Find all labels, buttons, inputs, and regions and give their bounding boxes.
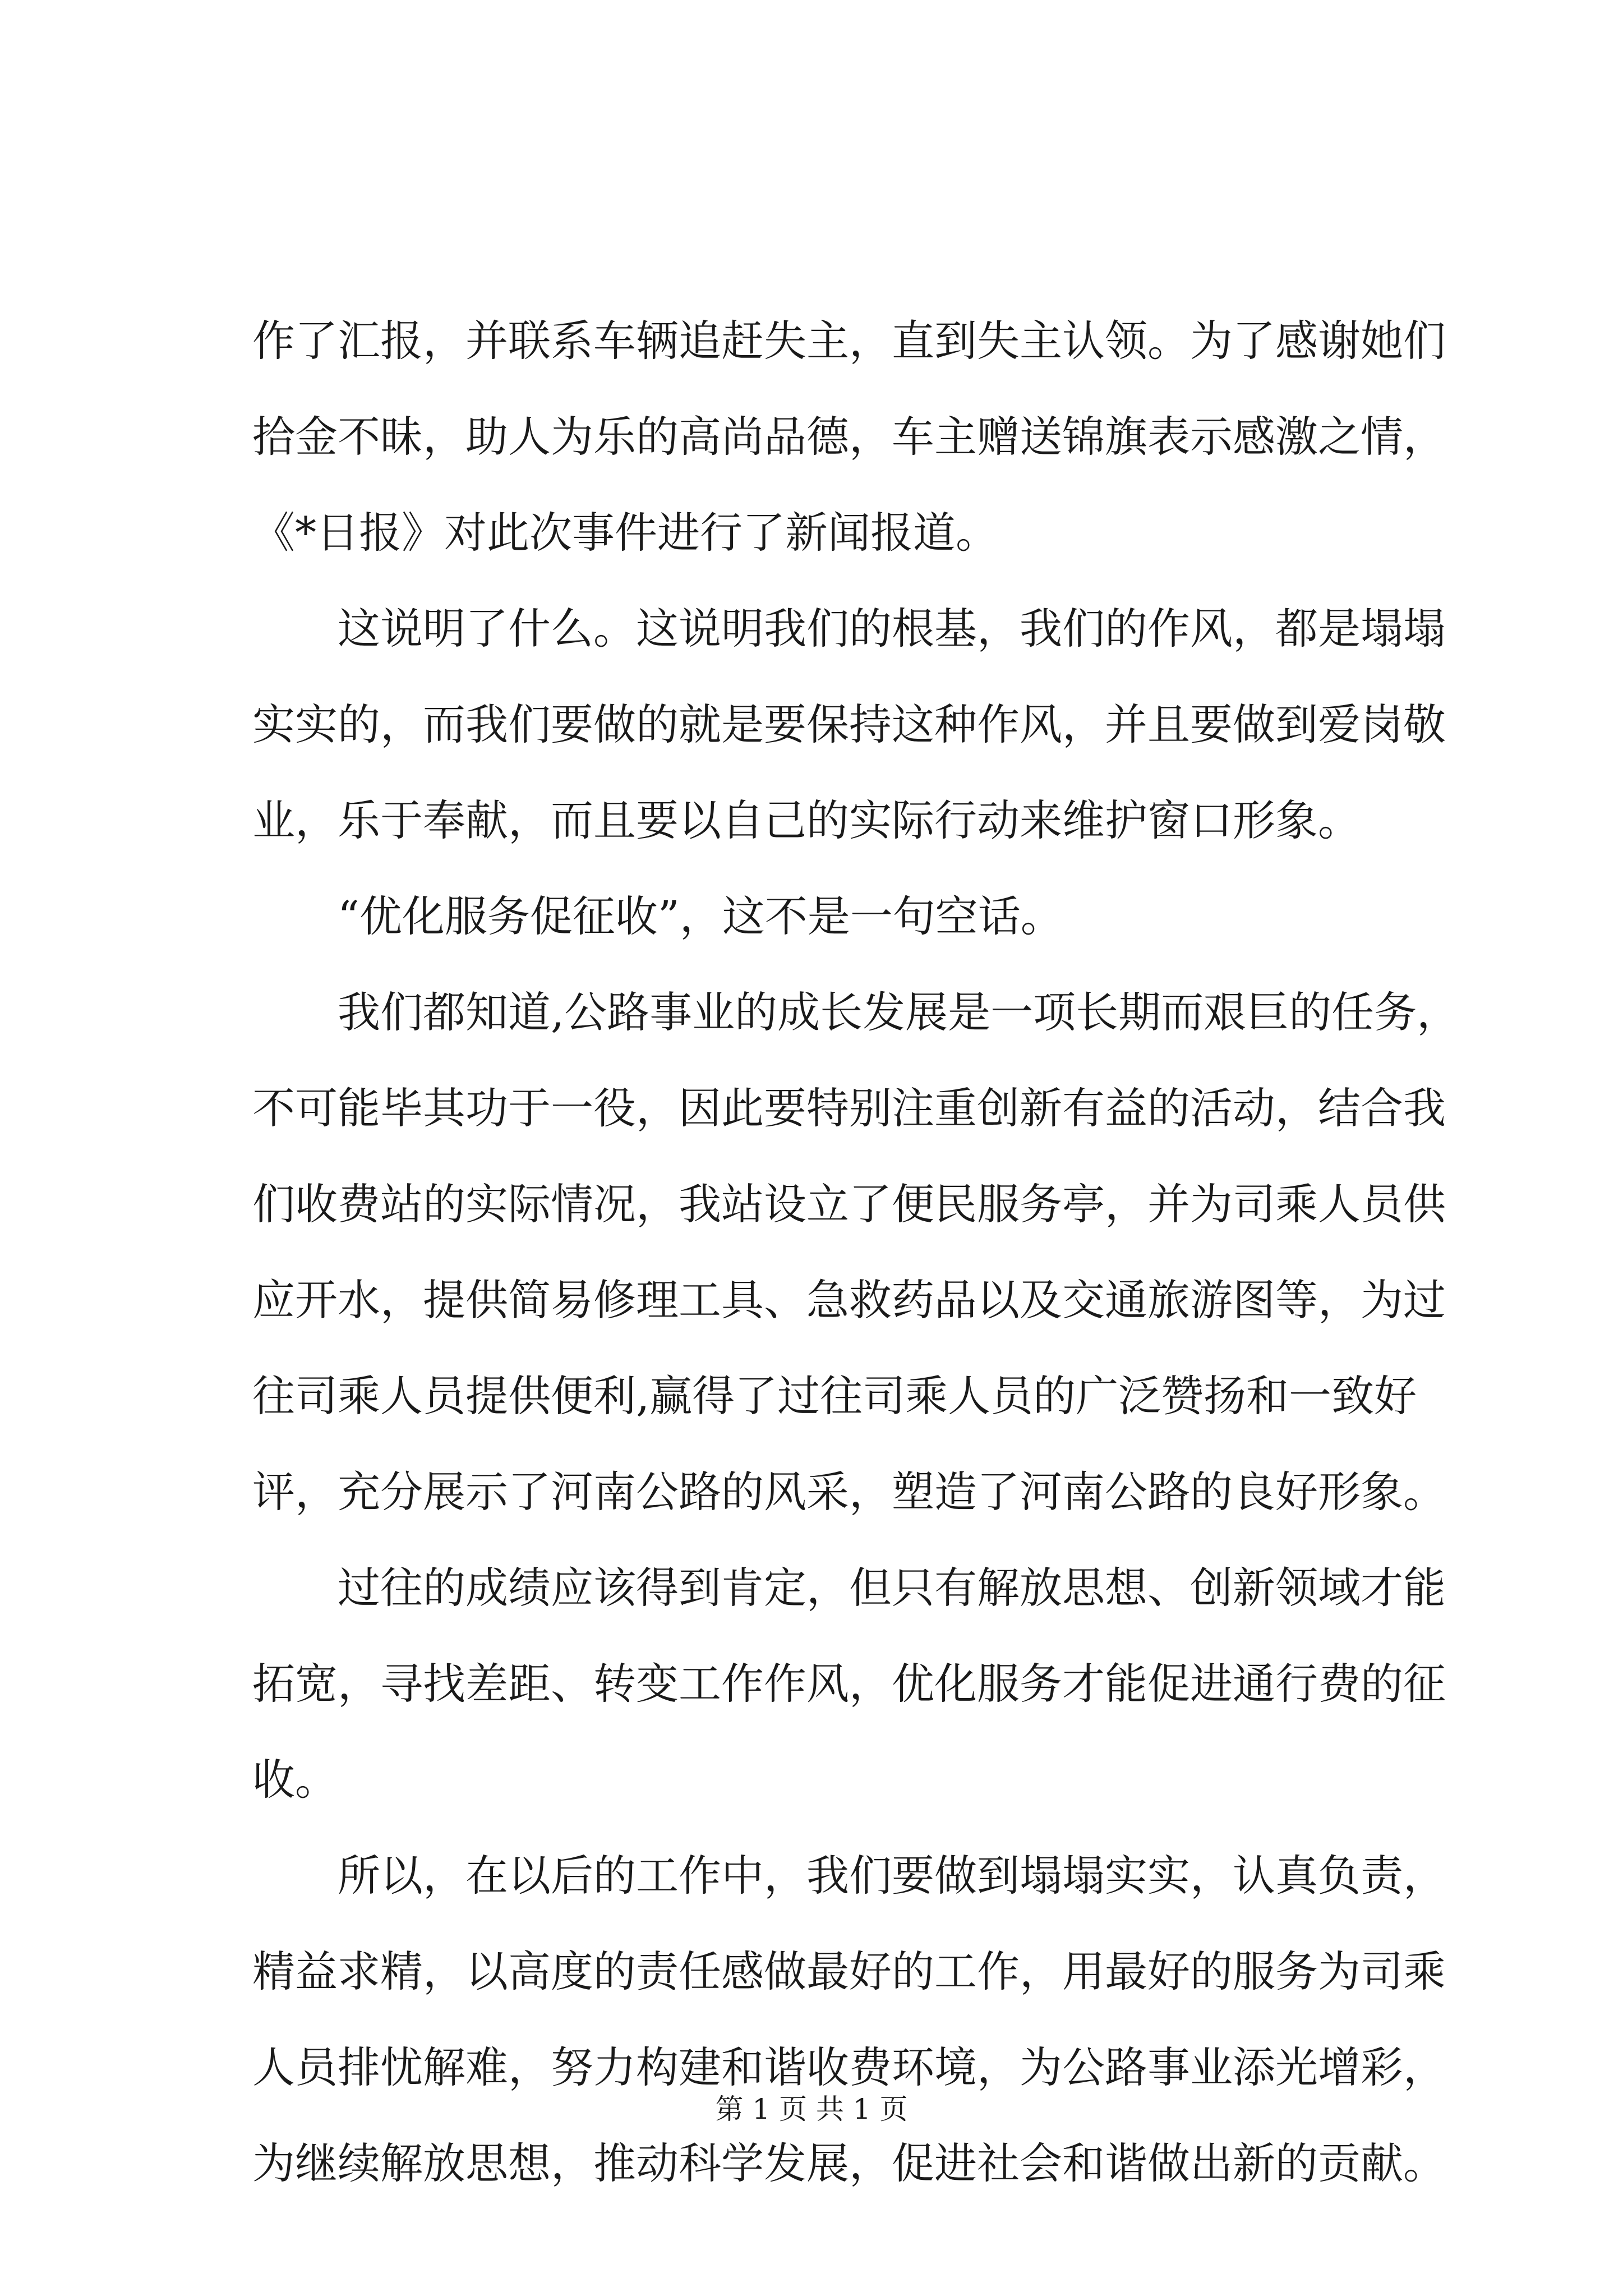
text-line: 我们都知道,公路事业的成长发展是一项长期而艰巨的任务， [338,987,1460,1037]
text-line: 拾金不昧，助人为乐的高尚品德，车主赠送锦旗表示感激之情， [252,412,1446,462]
paragraph-6 [252,1828,1446,2211]
text-line: 人员排忧解难，努力构建和谐收费环境，为公路事业添光增彩， [252,2042,1446,2092]
page-footer [0,2087,1623,2127]
text-line: 精益求精，以高度的责任感做最好的工作，用最好的服务为司乘 [252,1947,1446,1996]
text-line: 实实的，而我们要做的就是要保持这种作风，并且要做到爱岗敬 [252,700,1446,749]
page-number: 第 1 页 共 1 页 [715,2093,908,2125]
text-line: 拓宽，寻找差距、转变工作作风，优化服务才能促进通行费的征 [252,1659,1446,1709]
paragraph-2 [252,581,1446,868]
text-line: 不可能毕其功于一役，因此要特别注重创新有益的活动，结合我 [252,1083,1446,1133]
text-line: 这说明了什么。这说明我们的根基，我们的作风，都是塌塌 [338,604,1446,654]
paragraph-3 [252,868,1396,964]
text-line: 作了汇报，并联系车辆追赶失主，直到失主认领。为了感谢她们 [252,316,1446,366]
text-line: 业，乐于奉献，而且要以自己的实际行动来维护窗口形象。 [252,795,1361,845]
text-line: 收。 [252,1755,338,1805]
paragraph-5 [252,1540,1446,1828]
text-line: “优化服务促征收”，这不是一句空话。 [338,891,1063,941]
paragraph-4 [252,964,1460,1540]
text-line: 所以，在以后的工作中，我们要做到塌塌实实，认真负责， [338,1851,1446,1901]
paragraph-1 [252,293,1446,581]
text-line: 《*日报》对此次事件进行了新闻报道。 [252,508,998,558]
text-line: 应开水，提供简易修理工具、急救药品以及交通旅游图等，为过 [252,1275,1446,1325]
text-line: 评，充分展示了河南公路的风采，塑造了河南公路的良好形象。 [252,1467,1446,1517]
document-body [252,293,1460,2211]
text-line: 往司乘人员提供便利,赢得了过往司乘人员的广泛赞扬和一致好 [252,1371,1417,1421]
text-line: 为继续解放思想，推动科学发展，促进社会和谐做出新的贡献。 [252,2138,1446,2188]
text-line: 过往的成绩应该得到肯定，但只有解放思想、创新领域才能 [338,1563,1446,1613]
text-line: 们收费站的实际情况，我站设立了便民服务亭，并为司乘人员供 [252,1179,1446,1229]
